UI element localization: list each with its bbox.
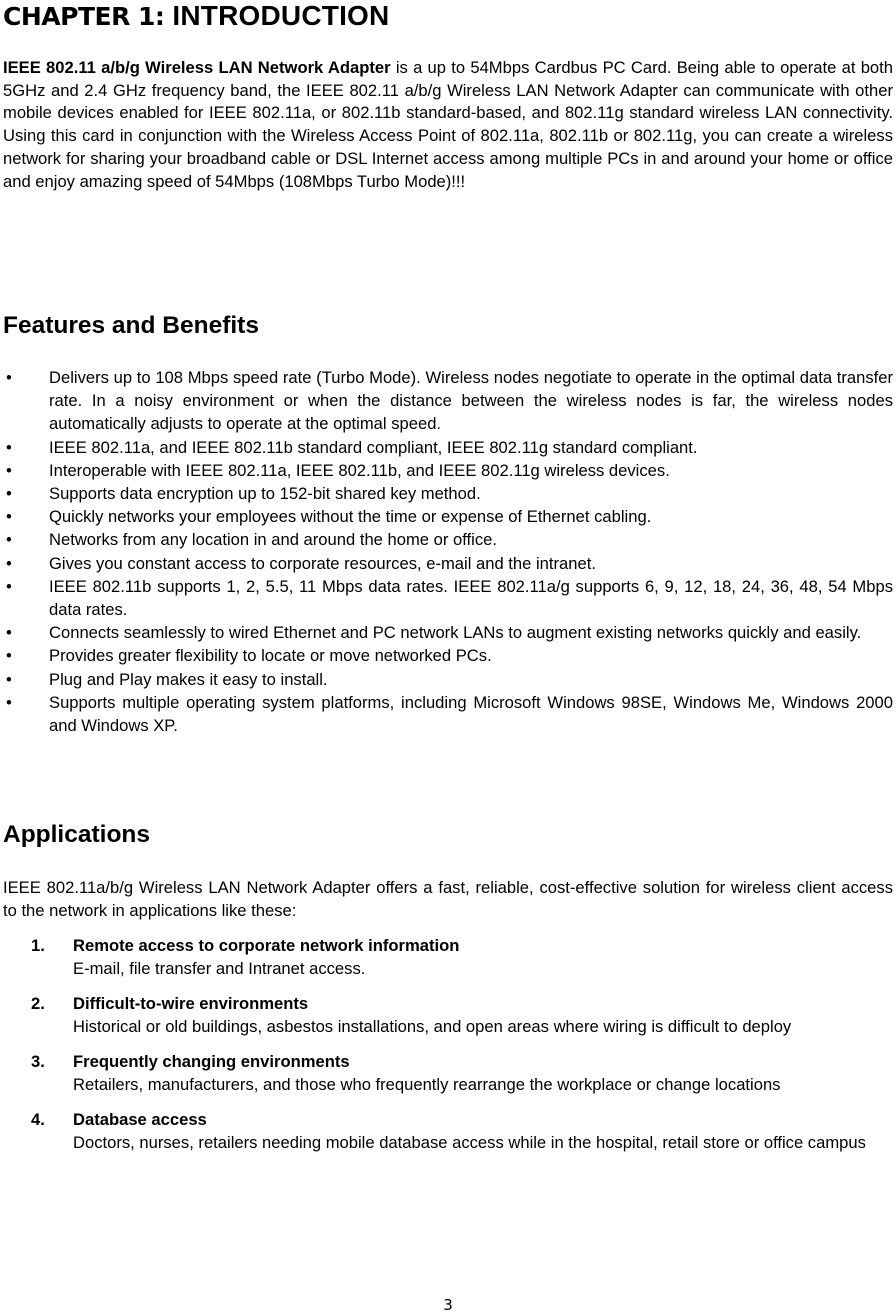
feature-item [0, 552, 893, 575]
bullet-icon: • [6, 692, 12, 712]
feature-text: Supports data encryption up to 152-bit shared key method. [49, 484, 481, 504]
applications-intro: IEEE 802.11a/b/g Wireless LAN Network Adapter offers a fast, reliable, cost-effective solution for wireless client access to the network in applications like these: [3, 878, 893, 920]
feature-item [0, 621, 893, 644]
application-number: 4. [31, 1110, 45, 1129]
feature-text: Networks from any location in and around the home or office. [49, 530, 497, 550]
chapter-title [3, 0, 389, 32]
feature-text: Quickly networks your employees without the time or expense of Ethernet cabling. [49, 507, 652, 527]
feature-item [0, 691, 893, 737]
chapter-name: INTRODUCTION [172, 0, 390, 31]
application-item [0, 992, 893, 1038]
intro-paragraph [3, 57, 893, 193]
application-number: 1. [31, 936, 45, 955]
feature-item [0, 459, 893, 482]
application-description: Retailers, manufacturers, and those who frequently rearrange the workplace or change locations [73, 1075, 781, 1094]
bullet-icon: • [6, 623, 12, 643]
features-list [0, 366, 896, 737]
feature-text: Provides greater flexibility to locate or move networked PCs. [49, 646, 492, 666]
bullet-icon: • [6, 460, 12, 480]
application-item [0, 1108, 893, 1154]
application-description: Historical or old buildings, asbestos installations, and open areas where wiring is difficult to deploy [73, 1017, 792, 1036]
feature-item [0, 366, 893, 436]
application-title: Difficult-to-wire environments [73, 994, 309, 1013]
feature-text: IEEE 802.11b supports 1, 2, 5.5, 11 Mbps data rates. IEEE 802.11a/g supports 6, 9, 12, 18, 24, 36, 48, 54 Mbps data rates. [49, 576, 893, 620]
application-item [0, 934, 893, 980]
feature-text: Supports multiple operating system platforms, including Microsoft Windows 98SE, Windows Me, Windows 2000 and Windows XP. [49, 692, 893, 736]
intro-text: is a up to 54Mbps Cardbus PC Card. Being able to operate at both 5GHz and 2.4 GHz frequency band, the IEEE 802.11 a/b/g Wireless LAN Network Adapter can communicate with other mobile devices enabled for IEEE 802.11a, or 802.11b standard-based, and 802.11g standard wireless LAN connectivity. Using this card in conjunction with the Wireless Access Point of 802.11a, 802.11b or 802.11g, you can create a wireless network for sharing your broadband cable or DSL Internet access among multiple PCs in and around your home or office and enjoy amazing speed of 54Mbps (108Mbps Turbo Mode)!!! [3, 58, 893, 191]
feature-item [0, 668, 893, 691]
feature-text: Connects seamlessly to wired Ethernet and PC network LANs to augment existing networks quickly and easily. [49, 623, 862, 643]
application-number: 2. [31, 994, 45, 1013]
bullet-icon: • [6, 484, 12, 504]
application-description: Doctors, nurses, retailers needing mobile database access while in the hospital, retail store or office campus [73, 1133, 866, 1152]
application-number: 3. [31, 1052, 45, 1071]
feature-text: IEEE 802.11a, and IEEE 802.11b standard compliant, IEEE 802.11g standard compliant. [49, 437, 698, 457]
feature-item [0, 436, 893, 459]
application-title: Frequently changing environments [73, 1052, 350, 1071]
applications-heading: Applications [3, 821, 151, 848]
feature-text: Interoperable with IEEE 802.11a, IEEE 802.11b, and IEEE 802.11g wireless devices. [49, 460, 670, 480]
feature-text: Plug and Play makes it easy to install. [49, 669, 328, 689]
bullet-icon: • [6, 576, 12, 596]
application-description: E-mail, file transfer and Intranet access. [73, 959, 366, 978]
bullet-icon: • [6, 437, 12, 457]
applications-list [0, 934, 896, 1166]
feature-text: Gives you constant access to corporate resources, e-mail and the intranet. [49, 553, 596, 573]
feature-item [0, 644, 893, 667]
application-item [0, 1050, 893, 1096]
bullet-icon: • [6, 530, 12, 550]
bullet-icon: • [6, 669, 12, 689]
feature-text: Delivers up to 108 Mbps speed rate (Turbo Mode). Wireless nodes negotiate to operate in the optimal data transfer rate. In a noisy environment or when the distance between the wireless nodes is far, the wireless nodes automatically adjusts to operate at the optimal speed. [49, 368, 893, 434]
bullet-icon: • [6, 646, 12, 666]
chapter-prefix: CHAPTER 1: [3, 2, 165, 31]
feature-item [0, 505, 893, 528]
features-heading: Features and Benefits [3, 312, 259, 339]
bullet-icon: • [6, 368, 12, 387]
application-title: Remote access to corporate network information [73, 936, 460, 955]
intro-product-name: IEEE 802.11 a/b/g Wireless LAN Network Adapter [3, 58, 391, 77]
application-title: Database access [73, 1110, 207, 1129]
feature-item [0, 482, 893, 505]
feature-item [0, 575, 893, 621]
page-number: 3 [443, 1296, 453, 1314]
feature-item [0, 528, 893, 551]
bullet-icon: • [6, 553, 12, 573]
bullet-icon: • [6, 507, 12, 527]
